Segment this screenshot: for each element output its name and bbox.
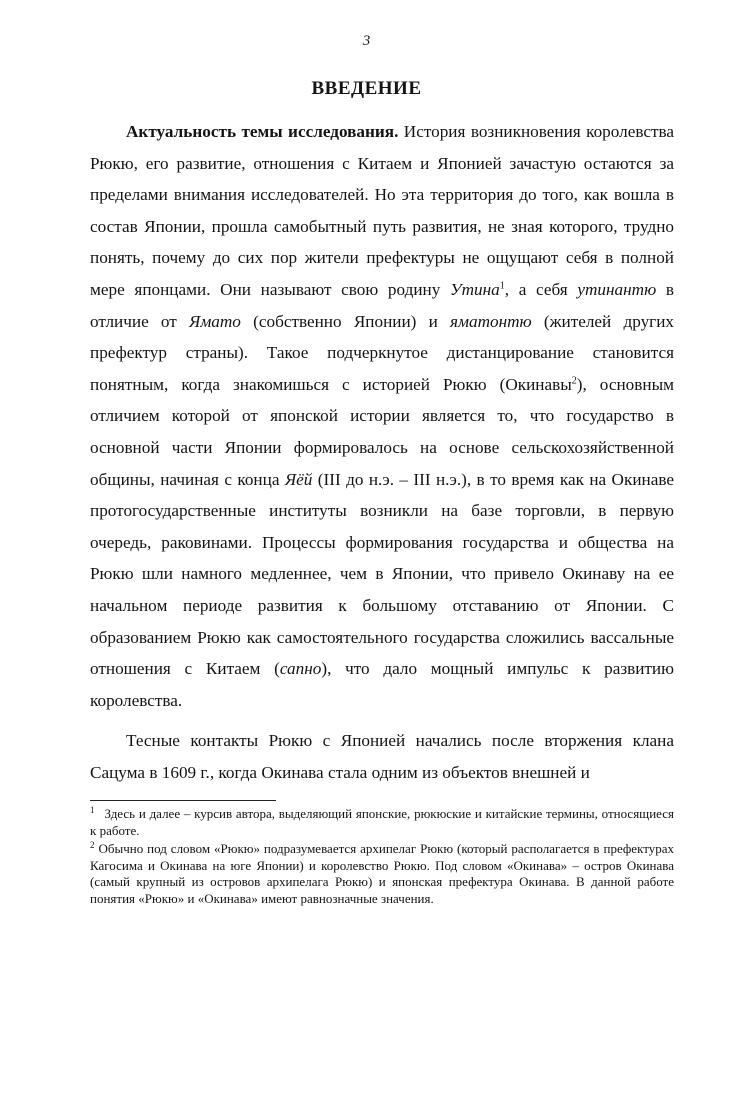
term-utina: Утина bbox=[450, 279, 500, 299]
footnote-text: Обычно под словом «Рюкю» подразумевается архипелаг Рюкю (который располагается в префектурах Кагосима и Окинава на юге Японии) и королевство Рюкю. Под словом «Окинава» – остров Окинава (самый крупный из островов архипелага Рюкю) и японская префектура Окинава. В данной работе понятия «Рюкю» и «Окинава» имеют равнозначные значения. bbox=[90, 841, 674, 906]
text-run: (III до н.э. – III н.э.), в то время как на Окинаве протогосударственные институты возникли на базе торговли, в первую очередь, раковинами. Процессы формирования государства и общества на Рюкю шли намного медленнее, чем в Японии, что привело Окинаву на ее начальном периоде развития к большому отставанию от Японии. С образованием Рюкю как самостоятельного государства сложились вассальные отношения с Китаем ( bbox=[90, 469, 674, 679]
text-run: в отличие от bbox=[90, 279, 674, 331]
footnote-ref-2[interactable]: 2 bbox=[571, 375, 577, 387]
main-text bbox=[90, 116, 674, 788]
paragraph-contacts: Тесные контакты Рюкю с Японией начались после вторжения клана Сацума в 1609 г., когда Окинава стала одним из объектов внешней и bbox=[90, 731, 674, 782]
text-run: (жителей других префектур страны). Такое подчеркнутое дистанцирование становится понятным, когда знакомишься с историей Рюкю (Окинавы bbox=[90, 311, 675, 394]
page-title: ВВЕДЕНИЕ bbox=[311, 78, 422, 99]
text-run: (собственно Японии) и bbox=[240, 311, 451, 331]
footnotes bbox=[90, 806, 674, 907]
text-run: ), что дало мощный импульс к развитию королевства. bbox=[90, 659, 674, 710]
term-yamato: Ямато bbox=[189, 311, 241, 331]
footnote-ref-1[interactable]: 1 bbox=[499, 280, 505, 292]
text-run: История возникновения королевства Рюкю, его развитие, отношения с Китаем и Японией зачастую остаются за пределами внимания исследователей. Но эта территория до того, как вошла в состав Японии, прошла самобытный путь развития, не зная которого, трудно понять, почему до сих пор жители префектуры не ощущают себя в полной мере японцами. Они называют свою родину bbox=[90, 122, 674, 299]
term-sappo: сапно bbox=[279, 659, 322, 679]
term-yayoi: Яёй bbox=[284, 469, 313, 489]
text-run: , а себя bbox=[504, 279, 578, 299]
footnote-2 bbox=[90, 841, 674, 907]
footnote-mark: 1 bbox=[90, 804, 95, 815]
page-number: 3 bbox=[362, 33, 371, 49]
footnote-separator bbox=[90, 800, 276, 801]
paragraph-relevance bbox=[90, 116, 674, 716]
footnote-1 bbox=[90, 806, 674, 839]
footnote-text: Здесь и далее – курсив автора, выделяющий японские, рюкюские и китайские термины, относящиеся к работе. bbox=[90, 806, 674, 838]
paragraph-lead: Актуальность темы исследования. bbox=[126, 122, 399, 141]
text-run: ), основным отличием которой от японской истории является то, что государство в основной части Японии формировалось на основе сельскохозяйственной общины, начиная с конца bbox=[90, 374, 674, 489]
term-utinantyu: утинантю bbox=[577, 279, 657, 299]
term-yamatontyu: яматонтю bbox=[450, 311, 532, 331]
footnote-mark: 2 bbox=[90, 839, 95, 850]
